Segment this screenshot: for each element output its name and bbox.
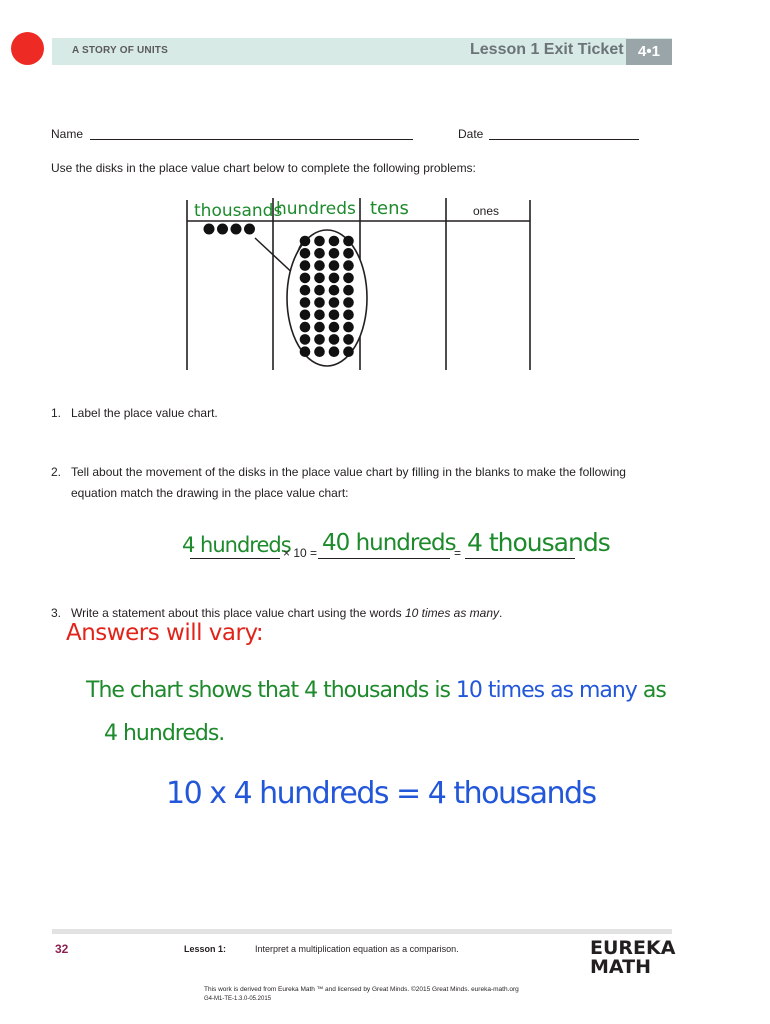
- question-3-text-after: .: [499, 606, 503, 620]
- speech-bubble: [287, 230, 367, 366]
- hundred-disk: [314, 334, 325, 345]
- hundred-disk: [314, 285, 325, 296]
- equation-equals: =: [454, 546, 462, 560]
- name-label: Name: [51, 127, 84, 141]
- hundred-disk: [343, 236, 354, 247]
- column-tens: tens: [370, 198, 409, 219]
- hundred-disk: [300, 248, 311, 259]
- hundred-disk: [300, 285, 311, 296]
- footer-code: G4-M1-TE-1.3.0-05.2015: [204, 996, 272, 1002]
- column-ones: ones: [473, 204, 500, 218]
- footer-rule: [52, 929, 672, 934]
- page-title: Lesson 1 Exit Ticket: [470, 41, 624, 58]
- question-1-text: Label the place value chart.: [71, 406, 218, 420]
- hundred-disk: [314, 273, 325, 284]
- answer-statement-line1: [86, 678, 666, 703]
- hundred-disk: [329, 310, 340, 321]
- hundred-disk: [343, 310, 354, 321]
- hundred-disk: [329, 260, 340, 271]
- answer-times-as-many: 10 times as many: [455, 678, 637, 703]
- hundred-disk: [314, 236, 325, 247]
- hundred-disk: [343, 273, 354, 284]
- footer-credit: This work is derived from Eureka Math ™ and licensed by Great Minds. ©2015 Great Minds. eureka-math.org: [204, 986, 519, 993]
- equation-blank-3[interactable]: 4 thousands: [467, 528, 610, 557]
- hundred-disk: [329, 346, 340, 357]
- hundred-disk: [314, 310, 325, 321]
- footer-lesson-description: Interpret a multiplication equation as a comparison.: [255, 944, 459, 954]
- hundred-disk: [300, 310, 311, 321]
- hundred-disk: [329, 334, 340, 345]
- hundred-disk: [343, 260, 354, 271]
- date-label: Date: [458, 127, 484, 141]
- question-3-text-before: Write a statement about this place value chart using the words: [71, 606, 405, 620]
- answer-statement-start: The chart shows that 4 thousands is: [86, 678, 456, 703]
- question-3-text: [71, 606, 502, 620]
- hundred-disk: [329, 322, 340, 333]
- thousand-disk: [217, 224, 228, 235]
- question-2-text-line2: equation match the drawing in the place value chart:: [71, 486, 349, 500]
- question-3-number: 3.: [51, 606, 62, 620]
- hundred-disk: [300, 334, 311, 345]
- place-value-chart: [180, 190, 540, 375]
- logo-line-1: EUREKA: [590, 937, 676, 959]
- hundred-disk: [329, 236, 340, 247]
- hundred-disk: [343, 334, 354, 345]
- hundred-disk: [314, 346, 325, 357]
- instructions: Use the disks in the place value chart below to complete the following problems:: [51, 161, 476, 175]
- hundred-disk: [343, 322, 354, 333]
- hundred-disk: [300, 346, 311, 357]
- thousands-disks: [204, 224, 256, 235]
- date-field[interactable]: [489, 139, 639, 140]
- hundred-disk: [300, 273, 311, 284]
- hundred-disk: [314, 322, 325, 333]
- question-1-number: 1.: [51, 406, 62, 420]
- hundred-disk: [343, 248, 354, 259]
- hundred-disk: [329, 297, 340, 308]
- hundred-disk: [329, 273, 340, 284]
- name-field[interactable]: [90, 139, 413, 140]
- module-badge: 4•1: [626, 39, 672, 65]
- page-number: 32: [55, 942, 69, 956]
- answer-equation: 10 x 4 hundreds = 4 thousands: [166, 776, 596, 811]
- thousand-disk: [244, 224, 255, 235]
- question-3-text-italic: 10 times as many: [404, 606, 500, 620]
- hundred-disk: [300, 260, 311, 271]
- hundred-disk: [314, 248, 325, 259]
- equation-blank-2-line: [318, 558, 450, 559]
- series-label: A STORY OF UNITS: [72, 45, 168, 56]
- column-thousands: thousands: [194, 201, 283, 221]
- hundred-disk: [329, 248, 340, 259]
- answer-statement-line2: 4 hundreds.: [104, 721, 225, 746]
- hundred-disk: [300, 297, 311, 308]
- question-2-text-line1: Tell about the movement of the disks in the place value chart by filling in the blanks to make the following: [71, 465, 626, 479]
- hundred-disk: [343, 285, 354, 296]
- thousand-disk: [204, 224, 215, 235]
- hundred-disk: [300, 236, 311, 247]
- answer-statement-as: as: [636, 678, 666, 703]
- red-dot-marker: [11, 32, 44, 65]
- hundred-disk: [314, 260, 325, 271]
- equation-blank-1-line: [190, 558, 280, 559]
- equation-blank-2[interactable]: 40 hundreds: [322, 530, 456, 556]
- question-2-number: 2.: [51, 465, 62, 479]
- equation-blank-3-line: [465, 558, 575, 559]
- hundred-disk: [314, 297, 325, 308]
- logo-line-2: MATH: [590, 956, 651, 978]
- equation-blank-1[interactable]: 4 hundreds: [182, 533, 291, 557]
- column-hundreds: hundreds: [276, 199, 356, 219]
- hundred-disk: [343, 346, 354, 357]
- equation-times-ten: × 10 =: [283, 546, 318, 560]
- eureka-math-logo: [590, 939, 675, 977]
- hundred-disk: [300, 322, 311, 333]
- footer-lesson-label: Lesson 1:: [184, 944, 227, 954]
- answers-vary-note: Answers will vary:: [66, 620, 264, 646]
- thousand-disk: [231, 224, 242, 235]
- hundred-disk: [343, 297, 354, 308]
- hundred-disk: [329, 285, 340, 296]
